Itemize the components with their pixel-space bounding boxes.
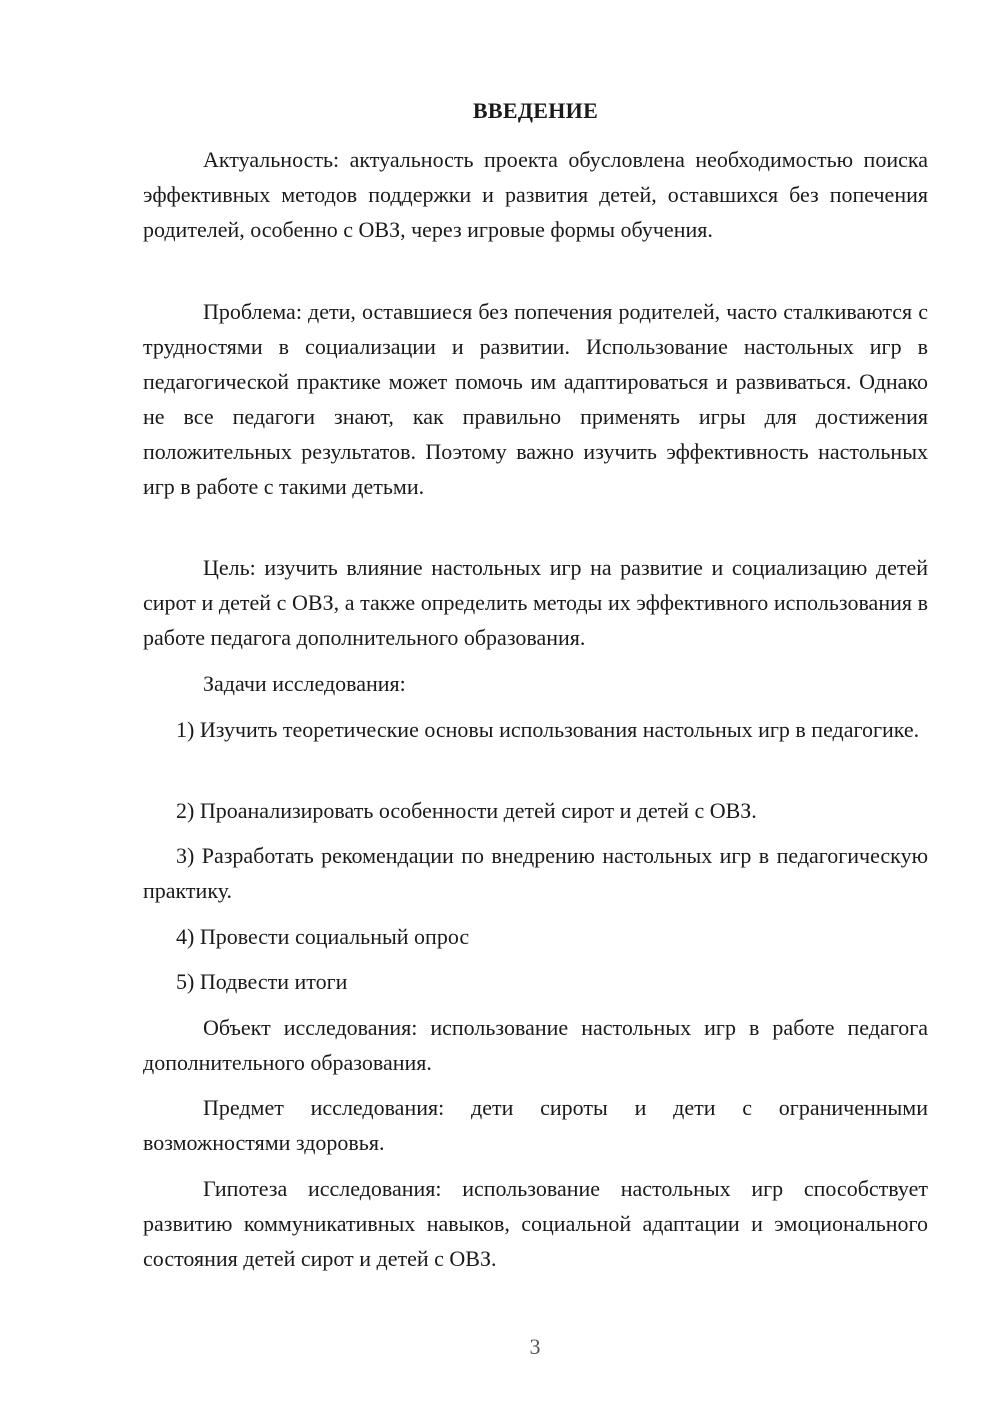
paragraph-tasks-heading: Задачи исследования: xyxy=(203,671,406,696)
task-item-4: 4) Провести социальный опрос xyxy=(176,924,470,949)
paragraph-problem: Проблема: дети, оставшиеся без попечения родителей, часто сталкиваются с трудностями в социализации и развитии. Использование настольных игр в педагогической практике может помочь им адаптироваться и развиваться. Однако не все педагоги знают, как правильно применять игры для достижения положительных результатов. Поэтому важно изучить эффективность настольных игр в работе с такими детьми. xyxy=(143,299,928,499)
paragraph-goal: Цель: изучить влияние настольных игр на развитие и социализацию детей сирот и детей с ОВЗ, а также определить методы их эффективного использования в работе педагога дополнительного образования. xyxy=(143,555,928,650)
paragraph-hypothesis: Гипотеза исследования: использование настольных игр способствует развитию коммуникативных навыков, социальной адаптации и эмоционального состояния детей сирот и детей с ОВЗ. xyxy=(143,1176,928,1271)
paragraph-object: Объект исследования: использование настольных игр в работе педагога дополнительного образования. xyxy=(143,1015,928,1075)
paragraph-subject: Предмет исследования: дети сироты и дети с ограниченными возможностями здоровья. xyxy=(143,1095,928,1155)
section-title: ВВЕДЕНИЕ xyxy=(472,98,599,123)
paragraph-relevance: Актуальность: актуальность проекта обусловлена необходимостью поиска эффективных методов поддержки и развития детей, оставшихся без попечения родителей, особенно с ОВЗ, через игровые формы обучения. xyxy=(143,147,928,242)
task-item-5: 5) Подвести итоги xyxy=(176,969,348,994)
task-item-3: 3) Разработать рекомендации по внедрению настольных игр в педагогическую практику. xyxy=(143,843,928,903)
page-number: 3 xyxy=(529,1334,541,1359)
task-item-1: 1) Изучить теоретические основы использования настольных игр в педагогике. xyxy=(176,717,920,742)
task-item-2: 2) Проанализировать особенности детей сирот и детей с ОВЗ. xyxy=(176,798,757,823)
